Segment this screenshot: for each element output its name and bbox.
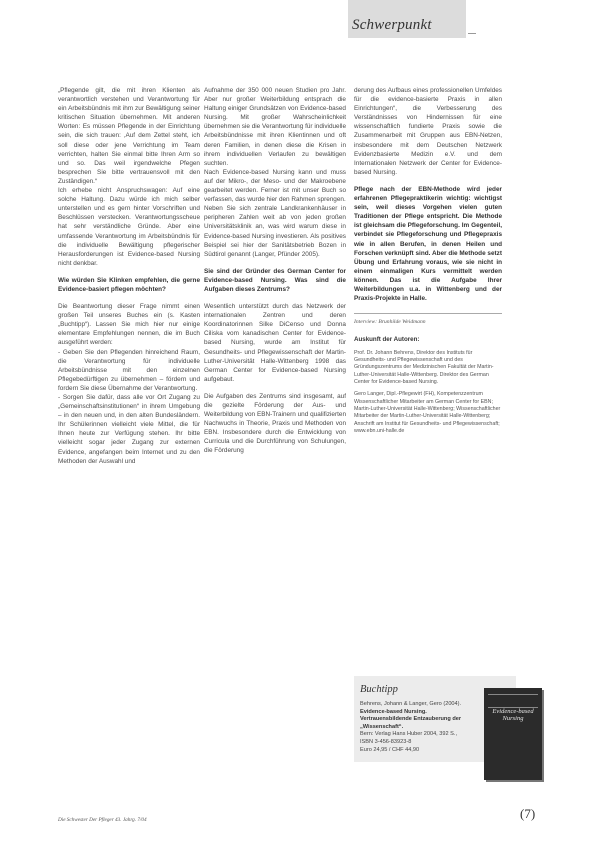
interview-credit: Interview: Brunhilde Weidmann	[354, 313, 502, 327]
author-bio: Prof. Dr. Johann Behrens, Direktor des Instituts für Gesundheits- und Pflegewissenschaft und des Gründungszentrums der Medizinischen Fakultät der Martin-Luther-Universität Halle-Wittenberg. Direktor des German Center for Evidence-based Nursing.	[354, 349, 494, 385]
author-bio: Gero Langer, Dipl.-Pflegewirt (FH), Kompetenzzentrum Wissenschaftlicher Mitarbeiter am German Center for EBN; Martin-Luther-Universität Halle-Wittenberg; Wissenschaftlicher Mitarbeiter der Martin-Luther-Universität Halle-Wittenberg; Anschrift am Institut für Gesundheits- und Pflegewissenschaft; www.ebn.uni-halle.de	[354, 391, 501, 434]
journal-footer: Die Schwester Der Pfleger 43. Jahrg. 7/04	[58, 817, 147, 823]
book-price: Euro 24,95 / CHF 44,90	[360, 746, 420, 753]
paragraph: Die Aufgaben des Zentrums sind insgesamt, auf die gezielte Förderung der Aus- und Weiterbildung von EBN-Trainern und qualifizierten Nachwuchs in Theorie, Praxis und Methoden von EBN. Insbesondere durch die Entwicklung von Curricula und die Durchführung von Schulungen, die Förderung	[204, 392, 346, 455]
text-column-2	[204, 86, 346, 816]
authors-heading: Auskunft der Autoren:	[354, 336, 420, 344]
paragraph: Die Beantwortung dieser Frage nimmt einen großen Teil unseres Buches ein (s. Kasten „Buchtipp“). Lassen Sie mich hier nur einige elementare Empfehlungen nennen, die im Buch ausgeführt werden:	[58, 303, 200, 347]
paragraph: Nach Evidence-based Nursing kann und muss auf der Mikro-, der Meso- und der Makroebene gearbeitet werden. Ferner ist mit unser Buch so verfassen, das wurde hier den Rahmen sprengen.	[204, 168, 346, 204]
section-header: Schwerpunkt	[352, 17, 432, 33]
spacer	[354, 177, 502, 185]
header-rule	[468, 33, 476, 34]
paragraph: Ich erhebe nicht Anspruchswagen: Auf eine solche Haltung. Dazu würde ich mich selber unterstellen und es gern hinter Vorschriften und Beschlüssen verstecken. Verantwortungsscheue hat sehr verständliche Gründe. Aber eine umfassende Verantwortung im Arbeitsbündnis für die individuelle Bewältigung pflegerischer Herausforderungen ist Evidence-based Nursing nicht denkbar.	[58, 187, 200, 267]
interview-question: Wie würden Sie Klinken empfehlen, die gerne Evidence-basiert pflegen möchten?	[58, 276, 200, 293]
interview-question: Sie sind der Gründer des German Center for Evidence-based Nursing. Was sind die Aufgaben dieses Zentrums?	[204, 267, 346, 293]
paragraph-emphasis: Pflege nach der EBN-Methode wird jeder erfahrenen Pflegepraktikerin wichtig: wichtigst sein, weil dieses Vorgehen vielen guten Traditionen der Pflege entspricht. Die Methode ist gleichsam die Pflegeforschung. Im Gegenteil, verbindet sie Pflegeforschung und Pflegepraxis wie in allen Berufen, in denen Heilen und Forschen verknüpft sind. Aber die Methode setzt Übung und Erfahrung voraus, wie sie nicht in einem einmaligen Kurs vermittelt werden können. Das ist die Aufgabe Ihrer Weiterbildungen u.a. in Wittenberg und der Praxis-Projekte in Halle.	[354, 185, 502, 303]
bullet-paragraph: - Sorgen Sie dafür, dass alle vor Ort Zugang zu „Gemeinschaftsinstitutionen“ in ihrem Umgebung – in den neuen und, in den alten Bundesländern. Ihr Schülerinnen vielleicht viele Mittel, die für Ihnen heute zur Verfügung stehen. Ihr bitte vielleicht sogar jeder Zugang zur externen Evidence, angefangen beim Internet und zu den Methoden der Auswahl und	[58, 394, 200, 465]
paragraph: derung des Aufbaus eines professionellen Umfeldes für die evidence-basierte Praxis in allen Einrichtungen“, die Verbesserung des Verständnisses von Hindernissen für eine wissenschaftlich fundierte Praxis sowie die Zusammenarbeit mit Gruppen aus EBN-Netzen, insbesondere mit dem Deutschen Netzwerk Evidenzbasierte Medizin e.V. und dem Internationalen Netzwerk der Center for Evidence-based Nursing.	[354, 87, 502, 176]
text-column-1	[58, 86, 200, 816]
paragraph: Neben Sie sich zentrale Landkrankenhäuser in peripheren Zahlen weit ab von jeden großen Universitätsklinik an, was wird warum diese in Evidence-based Nursing investieren. Als positives Beispiel sei hier der Sanitätsbetrieb Bozen in Südtirol genannt (Langer, Pfünder 2005).	[204, 205, 346, 258]
book-cover-image	[484, 688, 542, 780]
book-authors: Behrens, Johann & Langer, Gero (2004).	[360, 701, 462, 707]
bullet-paragraph: - Geben Sie den Pflegenden hinreichend Raum, die Verantwortung für individuelle Arbeitsbündnisse mit den einzelnen Pflegebedürftigen zu übernehmen – fördern und fordern Sie diese Übernahme der Verantwortung.	[58, 348, 200, 392]
cover-title: Evidence-based Nursing	[492, 708, 534, 722]
paragraph: Wesentlich unterstützt durch das Netzwerk der internationalen Zentren und deren Koordinatorinnen Silke DiCenso und Donna Ciliska vom kanadischen Center for Evidence-based Nursing, wurde am Institut für Gesundheits- und Pflegewissenschaft der Martin-Luther-Universität Halle-Wittenberg 1998 das German Center for Evidence-based Nursing aufgebaut.	[204, 303, 346, 383]
cover-decoration	[488, 694, 538, 708]
paragraph: Aufnahme der 350 000 neuen Studien pro Jahr. Aber nur großer Weiterbildung entsprach die Haltung einiger Grundsätzen von Evidence-based Nursing. Mit großer Wahrscheinlichkeit übernehmen sie die Verantwortung für individuelle Arbeitsbündnisse mit ihren Klientinnen und oft deren Familien, in denen diese die Krisen in ihrem individuellen Verlaufen zu bewältigen suchten.	[204, 87, 346, 167]
paragraph: „Pflegende gilt, die mit ihren Klienten als verantwortlich verstehen und Verantwortung für ein Arbeitsbündnis mit ihm zur Bewältigung seiner kritischen Situation übernehmen. Mit anderen Worten: Es müssen Pflegende in der Einrichtung sein, die sich trauen: ‚Auf dem Zettel steht, ich soll diese oder jene Verrichtung im Team verrichten, halten Sie einmal bitte Ihren Arm so und so. Das weil irgendwelche Pfegen besprechen Sie bitte vertrauensvoll mit den Zuständigen.“	[58, 87, 200, 185]
spacer	[204, 384, 346, 392]
book-tip-title: Buchtipp	[360, 684, 398, 695]
book-subtitle: Evidence-based Nursing. Vertrauensbildende Entzauberung der „Wissenschaft“.	[360, 708, 462, 730]
page-number: (7)	[520, 806, 536, 821]
book-publisher: Bern: Verlag Hans Huber 2004, 392 S., ISBN 3-456-83923-8	[360, 731, 458, 745]
book-tip-text	[360, 701, 470, 754]
